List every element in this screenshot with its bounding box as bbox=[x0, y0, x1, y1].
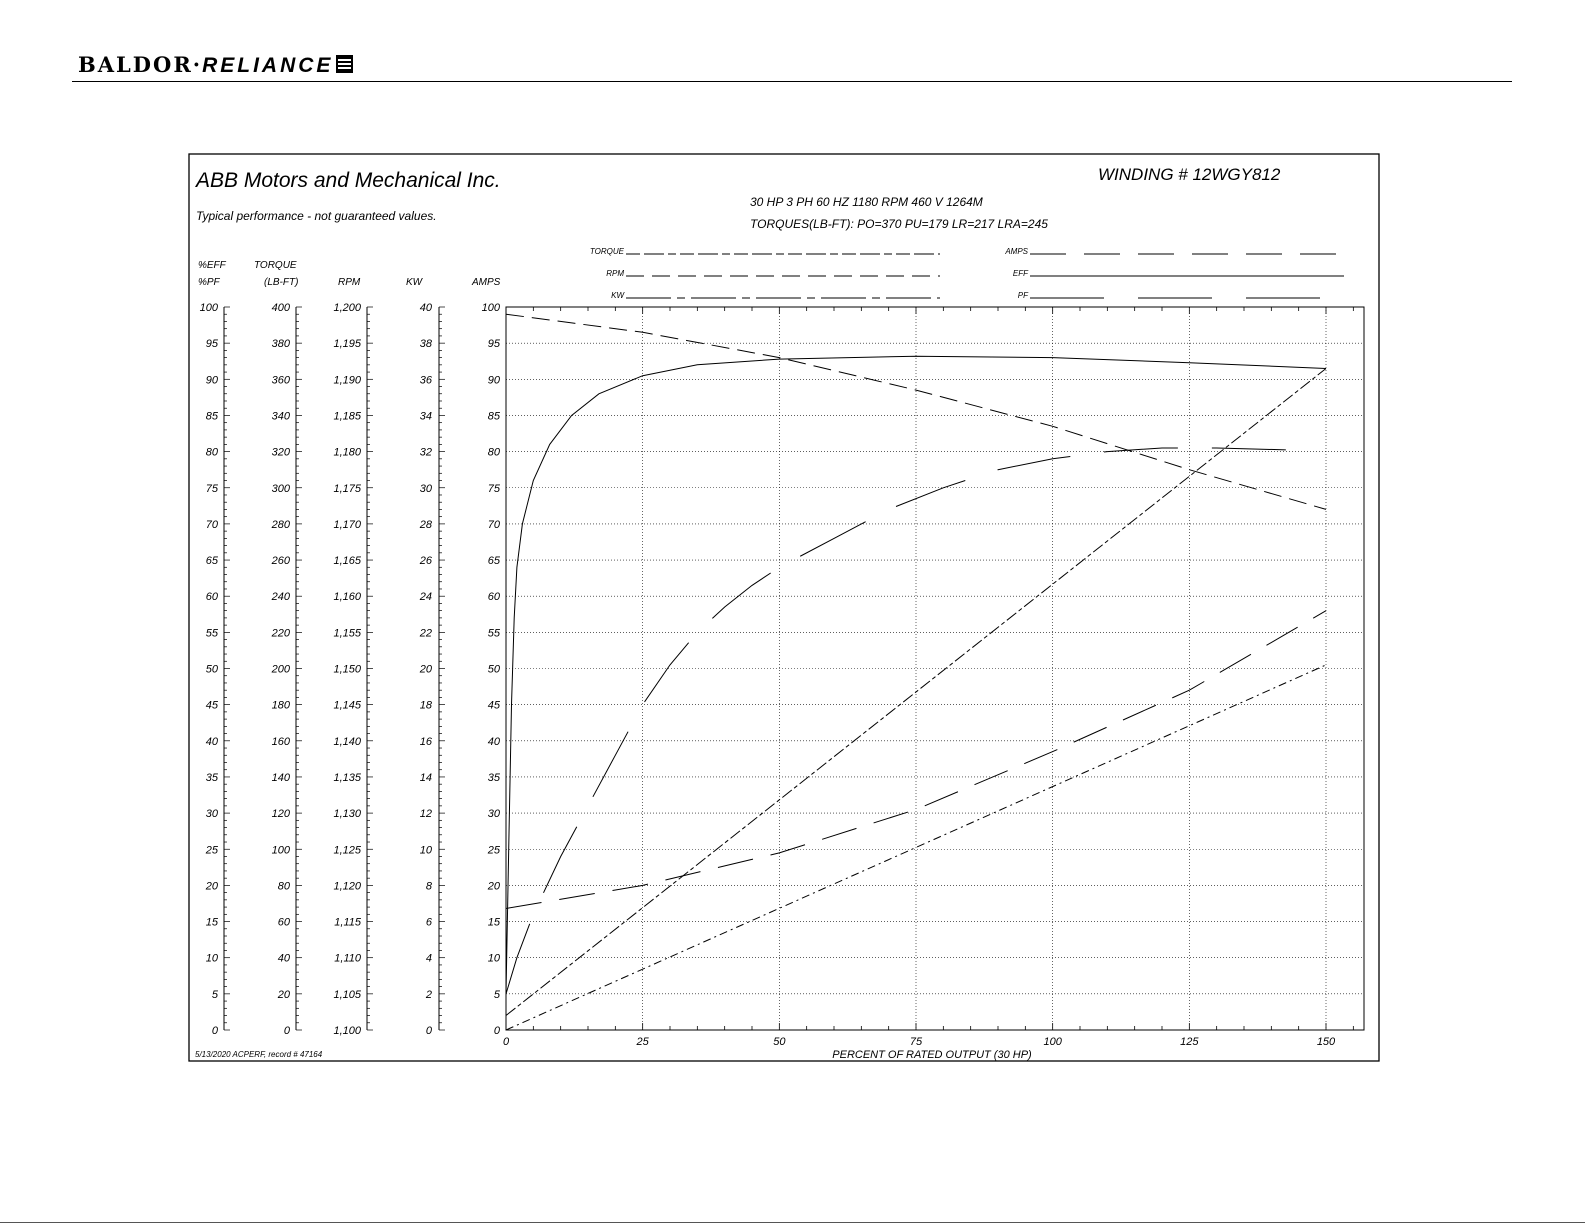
y-tick-label: 16 bbox=[419, 735, 432, 748]
y-tick-label: 70 bbox=[487, 518, 500, 531]
y-tick-label: 25 bbox=[205, 844, 218, 857]
y-tick-label: 40 bbox=[487, 735, 500, 748]
series-torque-line bbox=[506, 369, 1326, 1016]
y-tick-label: 280 bbox=[271, 518, 290, 531]
legend-label: PF bbox=[1017, 291, 1028, 300]
y-tick-label: 0 bbox=[283, 1025, 290, 1037]
y-tick-label: 18 bbox=[419, 699, 432, 712]
y-tick-label: 10 bbox=[419, 844, 432, 857]
y-tick-label: 20 bbox=[419, 663, 432, 676]
y-tick-label: 1,155 bbox=[333, 627, 361, 640]
y-tick-label: 1,170 bbox=[333, 518, 361, 531]
y-tick-label: 240 bbox=[271, 591, 290, 604]
y-tick-label: 38 bbox=[419, 338, 432, 351]
y-tick-label: 1,185 bbox=[333, 410, 361, 423]
y-tick-label: 75 bbox=[487, 482, 500, 495]
y-tick-label: 1,190 bbox=[333, 374, 361, 387]
y-tick-label: 160 bbox=[271, 735, 290, 748]
ratings-label: 30 HP 3 PH 60 HZ 1180 RPM 460 V 1264M bbox=[750, 195, 983, 209]
y-tick-label: 1,140 bbox=[333, 735, 361, 748]
x-tick-label: 0 bbox=[502, 1036, 510, 1048]
y-tick-label: 80 bbox=[205, 446, 218, 459]
y-tick-label: 5 bbox=[493, 988, 500, 1001]
y-tick-label: 380 bbox=[271, 338, 290, 351]
y-tick-label: 140 bbox=[271, 771, 290, 784]
y-tick-label: 10 bbox=[205, 952, 218, 965]
y-tick-label: 70 bbox=[205, 518, 218, 531]
winding-label: WINDING # 12WGY812 bbox=[1098, 165, 1281, 184]
x-tick-label: 100 bbox=[1043, 1036, 1062, 1048]
y-tick-label: 36 bbox=[419, 374, 432, 387]
brand-name-right: RELIANCE bbox=[202, 54, 334, 77]
y-tick-label: 40 bbox=[419, 302, 432, 314]
y-tick-label: 100 bbox=[271, 844, 290, 857]
y-tick-label: 1,115 bbox=[334, 916, 361, 929]
y-tick-label: 55 bbox=[205, 627, 218, 640]
y-tick-label: 90 bbox=[205, 374, 218, 387]
y-tick-label: 1,195 bbox=[333, 338, 361, 351]
chart-title: ABB Motors and Mechanical Inc. bbox=[196, 169, 501, 192]
y-tick-label: 180 bbox=[271, 699, 290, 712]
y-tick-label: 40 bbox=[277, 952, 290, 965]
y-tick-label: 0 bbox=[211, 1025, 218, 1037]
y-tick-label: 6 bbox=[425, 916, 432, 929]
y-tick-label: 15 bbox=[487, 916, 500, 929]
y-tick-label: 95 bbox=[205, 338, 218, 351]
y-tick-label: 340 bbox=[271, 410, 290, 423]
y-tick-label: 28 bbox=[419, 518, 432, 531]
y-tick-label: 300 bbox=[271, 482, 290, 495]
y-tick-label: 40 bbox=[205, 735, 218, 748]
series-pf-line bbox=[506, 448, 1299, 994]
y-tick-label: 95 bbox=[487, 338, 500, 351]
y-tick-label: 25 bbox=[487, 844, 500, 857]
y-tick-label: 30 bbox=[205, 808, 218, 821]
y-tick-label: 45 bbox=[205, 699, 218, 712]
y-tick-label: 85 bbox=[205, 410, 218, 423]
scale-header: %EFF bbox=[198, 260, 226, 271]
legend-label: AMPS bbox=[1005, 247, 1028, 256]
y-tick-label: 90 bbox=[487, 374, 500, 387]
y-tick-label: 80 bbox=[277, 880, 290, 893]
y-tick-label: 15 bbox=[205, 916, 218, 929]
y-tick-label: 1,145 bbox=[333, 699, 361, 712]
legend-label: RPM bbox=[606, 269, 624, 278]
y-tick-label: 260 bbox=[271, 555, 290, 568]
scale-header: RPM bbox=[338, 277, 361, 288]
y-tick-label: 1,160 bbox=[333, 591, 361, 604]
y-tick-label: 26 bbox=[419, 555, 432, 568]
scale-header: KW bbox=[406, 277, 423, 288]
y-tick-label: 14 bbox=[419, 771, 432, 784]
y-tick-label: 400 bbox=[271, 302, 290, 314]
scale-header: AMPS bbox=[472, 277, 501, 288]
y-tick-label: 60 bbox=[277, 916, 290, 929]
y-tick-label: 30 bbox=[487, 808, 500, 821]
y-tick-label: 1,165 bbox=[333, 555, 361, 568]
y-tick-label: 0 bbox=[425, 1025, 432, 1037]
y-tick-label: 60 bbox=[487, 591, 500, 604]
scale-header: TORQUE bbox=[254, 260, 297, 271]
y-tick-label: 24 bbox=[419, 591, 432, 604]
y-tick-label: 1,110 bbox=[334, 952, 361, 965]
y-tick-label: 1,180 bbox=[333, 446, 361, 459]
y-tick-label: 1,135 bbox=[333, 771, 361, 784]
x-tick-label: 50 bbox=[773, 1036, 786, 1048]
torques-label: TORQUES(LB-FT): PO=370 PU=179 LR=217 LRA=245 bbox=[750, 217, 1048, 231]
y-tick-label: 2 bbox=[425, 988, 432, 1001]
brand-name-left: BALDOR bbox=[78, 52, 193, 77]
y-tick-label: 35 bbox=[205, 771, 218, 784]
y-tick-label: 50 bbox=[205, 663, 218, 676]
y-tick-label: 220 bbox=[271, 627, 290, 640]
y-tick-label: 1,130 bbox=[333, 808, 361, 821]
y-tick-label: 1,200 bbox=[333, 302, 361, 314]
y-tick-label: 10 bbox=[487, 952, 500, 965]
y-tick-label: 1,125 bbox=[333, 844, 361, 857]
y-tick-label: 50 bbox=[487, 663, 500, 676]
y-tick-label: 20 bbox=[487, 880, 500, 893]
y-tick-label: 20 bbox=[205, 880, 218, 893]
y-tick-label: 65 bbox=[205, 555, 218, 568]
y-tick-label: 8 bbox=[425, 880, 432, 893]
y-tick-label: 120 bbox=[271, 808, 290, 821]
y-tick-label: 30 bbox=[419, 482, 432, 495]
y-tick-label: 20 bbox=[277, 988, 290, 1001]
y-tick-label: 4 bbox=[425, 952, 432, 965]
y-tick-label: 360 bbox=[271, 374, 290, 387]
y-tick-label: 1,175 bbox=[333, 482, 361, 495]
x-tick-label: 150 bbox=[1316, 1036, 1336, 1048]
x-tick-label: 125 bbox=[1180, 1036, 1199, 1048]
y-tick-label: 200 bbox=[271, 663, 290, 676]
y-tick-label: 12 bbox=[419, 808, 432, 821]
y-tick-label: 32 bbox=[419, 446, 432, 459]
y-tick-label: 80 bbox=[487, 446, 500, 459]
legend-label: KW bbox=[611, 291, 624, 300]
y-tick-label: 1,105 bbox=[333, 988, 361, 1001]
y-tick-label: 320 bbox=[271, 446, 290, 459]
y-tick-label: 45 bbox=[487, 699, 500, 712]
legend-label: TORQUE bbox=[589, 247, 624, 256]
y-tick-label: 22 bbox=[419, 627, 432, 640]
y-tick-label: 100 bbox=[481, 302, 500, 314]
y-tick-label: 85 bbox=[487, 410, 500, 423]
legend-label: EFF bbox=[1012, 269, 1028, 278]
y-tick-label: 60 bbox=[205, 591, 218, 604]
scale-header: (LB-FT) bbox=[264, 277, 299, 288]
scale-header: %PF bbox=[198, 277, 220, 288]
brand-dot: · bbox=[192, 52, 203, 77]
y-tick-label: 1,150 bbox=[333, 663, 361, 676]
y-tick-label: 1,120 bbox=[333, 880, 361, 893]
x-axis-label: PERCENT OF RATED OUTPUT (30 HP) bbox=[832, 1049, 1032, 1061]
y-tick-label: 55 bbox=[487, 627, 500, 640]
y-tick-label: 75 bbox=[205, 482, 218, 495]
y-tick-label: 100 bbox=[199, 302, 218, 314]
y-tick-label: 65 bbox=[487, 555, 500, 568]
chart-subtitle: Typical performance - not guaranteed values. bbox=[196, 209, 437, 223]
y-tick-label: 0 bbox=[493, 1025, 500, 1037]
x-tick-label: 25 bbox=[636, 1036, 649, 1048]
y-tick-label: 1,100 bbox=[333, 1025, 361, 1037]
x-tick-label: 75 bbox=[909, 1036, 923, 1048]
y-tick-label: 35 bbox=[487, 771, 500, 784]
y-tick-label: 34 bbox=[419, 410, 432, 423]
footer-note: 5/13/2020 ACPERF, record # 47164 bbox=[195, 1050, 323, 1059]
y-tick-label: 5 bbox=[211, 988, 218, 1001]
